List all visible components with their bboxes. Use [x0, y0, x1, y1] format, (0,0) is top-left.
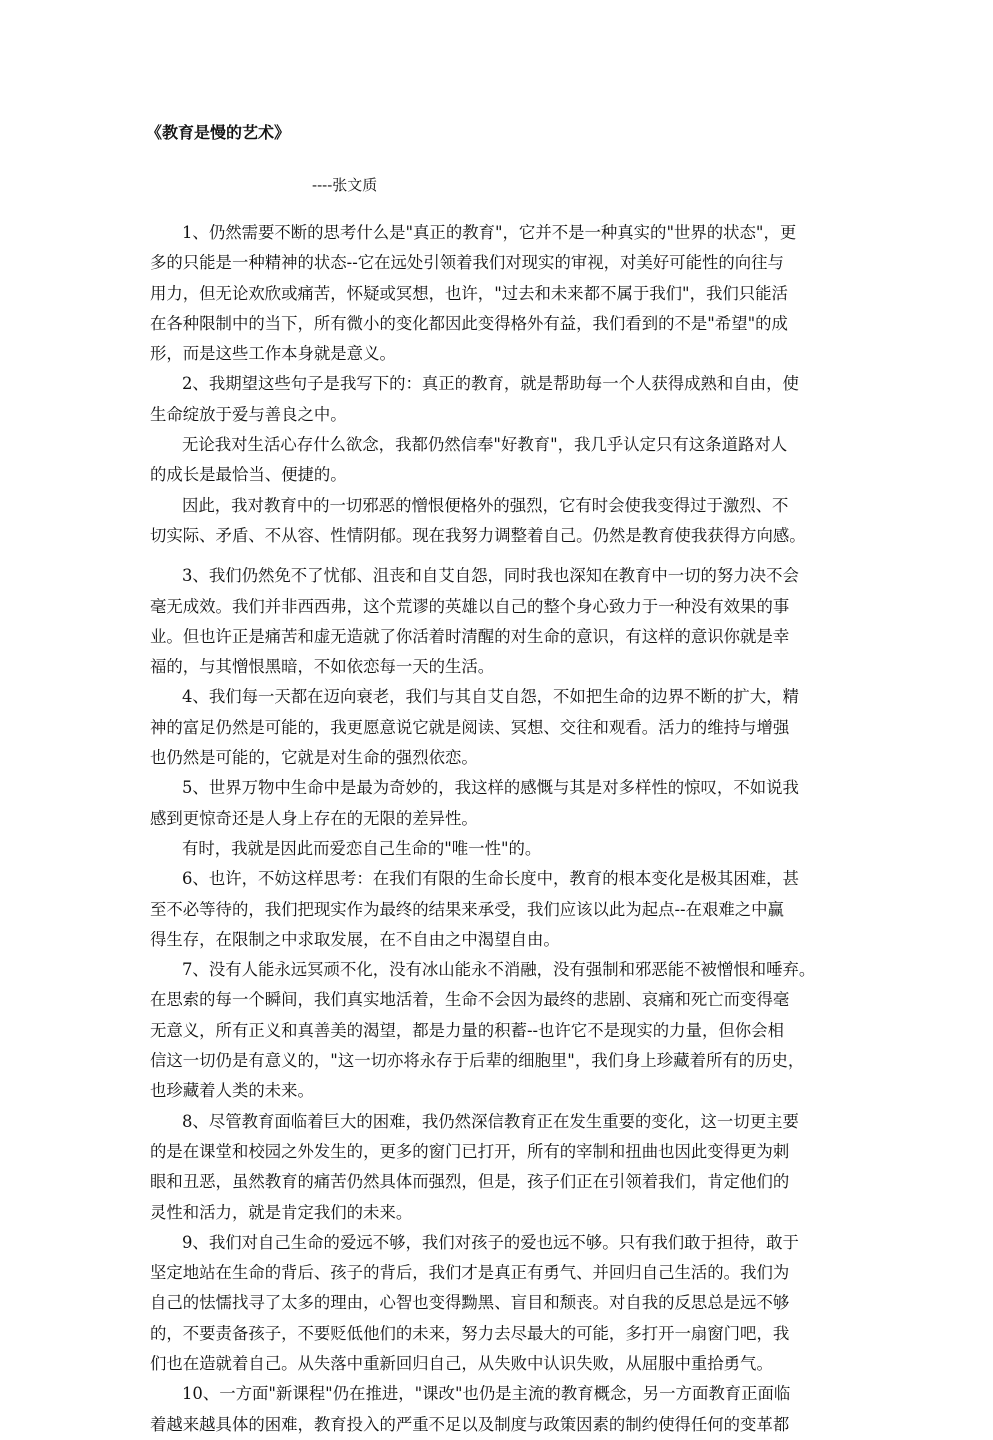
text-line: 9、我们对自己生命的爱远不够，我们对孩子的爱也远不够。只有我们敢于担待，敢于	[182, 1232, 799, 1252]
text-line: 多的只能是一种精神的状态--它在远处引领着我们对现实的审视，对美好可能性的向往与	[150, 253, 784, 273]
paragraph-gap	[150, 551, 850, 561]
text-line: 的是在课堂和校园之外发生的，更多的窗门已打开，所有的宰制和扭曲也因此变得更为刺	[150, 1141, 790, 1161]
text-line: 至不必等待的，我们把现实作为最终的结果来承受，我们应该以此为起点--在艰难之中赢	[150, 899, 784, 919]
text-line: 也仍然是可能的，它就是对生命的强烈依恋。	[150, 748, 478, 768]
text-line: 在各种限制中的当下，所有微小的变化都因此变得格外有益，我们看到的不是"希望"的成	[150, 313, 788, 333]
text-line: 信这一切仍是有意义的，"这一切亦将永存于后辈的细胞里"，我们身上珍藏着所有的历史，	[150, 1051, 805, 1071]
text-line: 8、尽管教育面临着巨大的困难，我仍然深信教育正在发生重要的变化，这一切更主要	[182, 1111, 799, 1131]
text-line: 有时，我就是因此而爱恋自己生命的"唯一性"的。	[182, 838, 542, 858]
text-line: 生命绽放于爱与善良之中。	[150, 404, 347, 424]
text-line: 业。但也许正是痛苦和虚无造就了你活着时清醒的对生命的意识，有这样的意识你就是幸	[150, 626, 790, 646]
text-line: 神的富足仍然是可能的，我更愿意说它就是阅读、冥想、交往和观看。活力的维持与增强	[150, 717, 790, 737]
text-line: 灵性和活力，就是肯定我们的未来。	[150, 1202, 413, 1222]
text-line: 6、也许，不妨这样思考：在我们有限的生命长度中，教育的根本变化是极其困难，甚	[182, 869, 799, 889]
text-line: 得生存，在限制之中求取发展，在不自由之中渴望自由。	[150, 929, 560, 949]
document-body	[150, 218, 850, 1440]
text-line: 3、我们仍然免不了忧郁、沮丧和自艾自怨，同时我也深知在教育中一切的努力决不会	[182, 566, 799, 586]
text-line: 7、没有人能永远冥顽不化，没有冰山能永不消融，没有强制和邪恶能不被憎恨和唾弃。	[182, 960, 816, 980]
text-line: 自己的怯懦找寻了太多的理由，心智也变得黝黑、盲目和颓丧。对自我的反思总是远不够	[150, 1293, 790, 1313]
text-line: 无论我对生活心存什么欲念，我都仍然信奉"好教育"，我几乎认定只有这条道路对人	[182, 435, 788, 455]
text-line: 5、世界万物中生命中是最为奇妙的，我这样的感慨与其是对多样性的惊叹，不如说我	[182, 778, 799, 798]
text-line: 用力，但无论欢欣或痛苦，怀疑或冥想，也许，"过去和未来都不属于我们"，我们只能活	[150, 283, 788, 303]
text-line: 福的，与其憎恨黑暗，不如依恋每一天的生活。	[150, 657, 495, 677]
text-line: 坚定地站在生命的背后、孩子的背后，我们才是真正有勇气、并回归自己生活的。我们为	[150, 1263, 790, 1283]
document-title: 《教育是慢的艺术》	[146, 123, 291, 142]
text-line: 形，而是这些工作本身就是意义。	[150, 344, 396, 364]
text-line: 4、我们每一天都在迈向衰老，我们与其自艾自怨，不如把生命的边界不断的扩大，精	[182, 687, 799, 707]
text-line: 着越来越具体的困难，教育投入的严重不足以及制度与政策因素的制约使得任何的变革都	[150, 1414, 790, 1434]
text-line: 的，不要责备孩子，不要贬低他们的未来，努力去尽最大的可能，多打开一扇窗门吧，我	[150, 1323, 790, 1343]
text-line: 切实际、矛盾、不从容、性情阴郁。现在我努力调整着自己。仍然是教育使我获得方向感。	[150, 525, 806, 545]
text-line: 感到更惊奇还是人身上存在的无限的差异性。	[150, 808, 478, 828]
text-line: 也珍藏着人类的未来。	[150, 1081, 314, 1101]
text-line: 毫无成效。我们并非西西弗，这个荒谬的英雄以自己的整个身心致力于一种没有效果的事	[150, 596, 790, 616]
text-line: 2、我期望这些句子是我写下的：真正的教育，就是帮助每一个人获得成熟和自由，使	[182, 374, 799, 394]
document-author: ----张文质	[312, 176, 378, 194]
text-line: 因此，我对教育中的一切邪恶的憎恨便格外的强烈，它有时会使我变得过于激烈、不	[182, 495, 789, 515]
text-line: 无意义，所有正义和真善美的渴望，都是力量的积蓄--也许它不是现实的力量，但你会相	[150, 1020, 784, 1040]
text-line: 10、一方面"新课程"仍在推进，"课改"也仍是主流的教育概念，另一方面教育正面临	[182, 1384, 791, 1404]
text-line: 1、仍然需要不断的思考什么是"真正的教育"，它并不是一种真实的"世界的状态"，更	[182, 223, 797, 242]
text-line: 的成长是最恰当、便捷的。	[150, 465, 347, 485]
text-line: 在思索的每一个瞬间，我们真实地活着，生命不会因为最终的悲剧、哀痛和死亡而变得毫	[150, 990, 790, 1010]
text-line: 眼和丑恶，虽然教育的痛苦仍然具体而强烈，但是，孩子们正在引领着我们，肯定他们的	[150, 1172, 790, 1192]
text-line: 们也在造就着自己。从失落中重新回归自己，从失败中认识失败，从屈服中重拾勇气。	[150, 1353, 773, 1373]
